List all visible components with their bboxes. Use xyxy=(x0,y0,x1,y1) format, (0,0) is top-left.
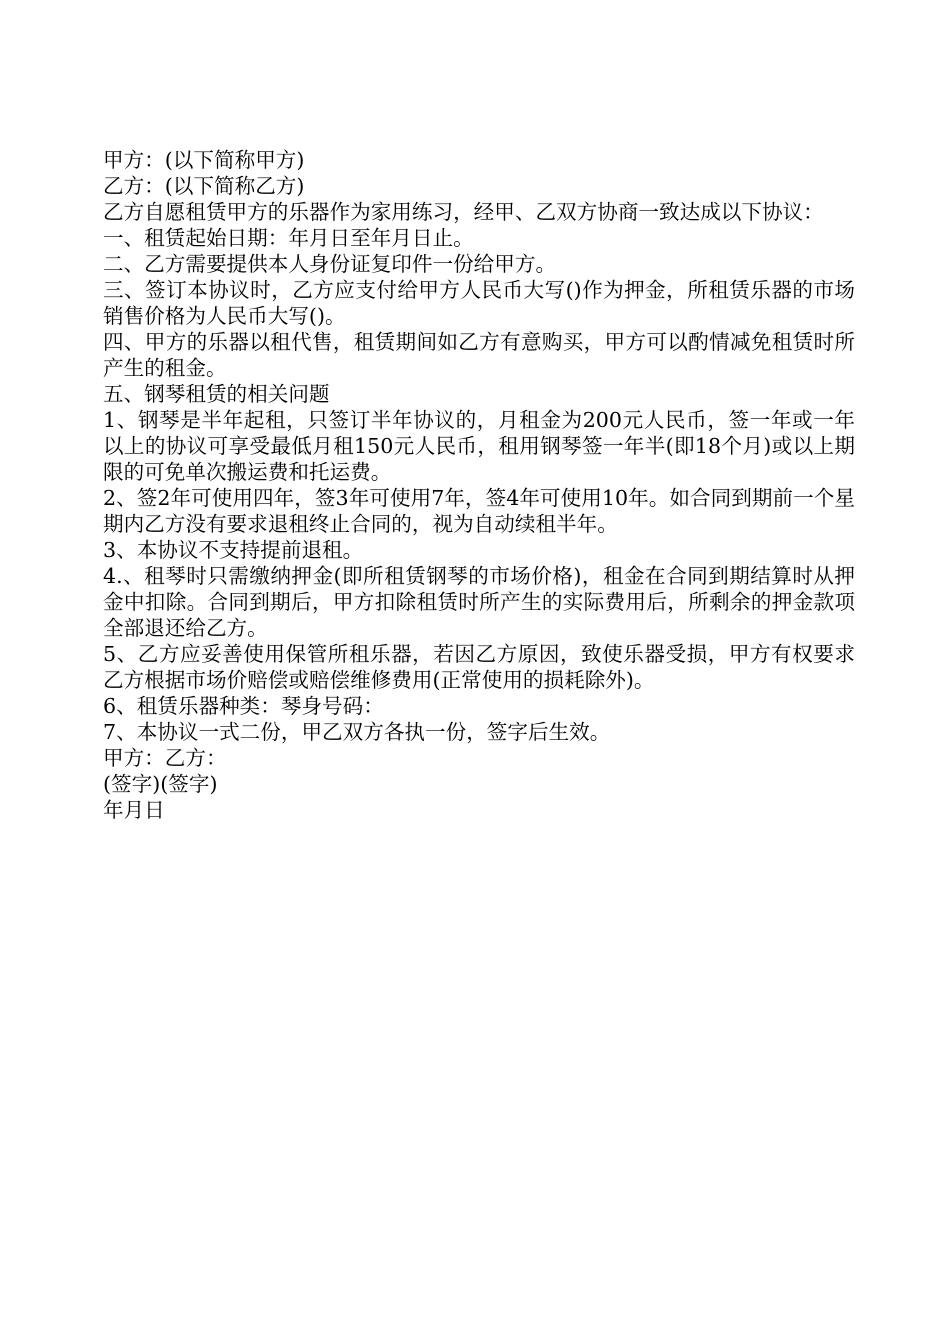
subclause-1: 1、钢琴是半年起租，只签订半年协议的，月租金为200元人民币，签一年或一年以上的协议可享受最低月租150元人民币，租用钢琴签一年半(即18个月)或以上期限的可免单次搬运费和托运费。 xyxy=(103,408,855,484)
document-body xyxy=(103,147,855,823)
signature-labels: (签字)(签字) xyxy=(103,772,218,796)
party-b-line: 乙方：(以下简称乙方) xyxy=(103,174,305,198)
subclause-5: 5、乙方应妥善使用保管所租乐器，若因乙方原因，致使乐器受损，甲方有权要求乙方根据市场价赔偿或赔偿维修费用(正常使用的损耗除外)。 xyxy=(103,642,855,692)
clause-5-heading: 五、钢琴租赁的相关问题 xyxy=(103,382,330,406)
party-a-line: 甲方：(以下简称甲方) xyxy=(103,148,305,172)
intro-paragraph: 乙方自愿租赁甲方的乐器作为家用练习，经甲、乙双方协商一致达成以下协议： xyxy=(103,200,824,224)
clause-4: 四、甲方的乐器以租代售，租赁期间如乙方有意购买，甲方可以酌情减免租赁时所产生的租金。 xyxy=(103,330,855,380)
clause-3: 三、签订本协议时，乙方应支付给甲方人民币大写()作为押金，所租赁乐器的市场销售价格为人民币大写()。 xyxy=(103,278,855,328)
subclause-2: 2、签2年可使用四年，签3年可使用7年，签4年可使用10年。如合同到期前一个星期内乙方没有要求退租终止合同的，视为自动续租半年。 xyxy=(103,486,855,536)
subclause-3: 3、本协议不支持提前退租。 xyxy=(103,538,364,562)
signature-parties: 甲方：乙方： xyxy=(103,746,227,770)
signature-date: 年月日 xyxy=(103,798,165,822)
clause-1: 一、租赁起始日期：年月日至年月日止。 xyxy=(103,226,474,250)
clause-2: 二、乙方需要提供本人身份证复印件一份给甲方。 xyxy=(103,252,557,276)
subclause-4: 4.、租琴时只需缴纳押金(即所租赁钢琴的市场价格)，租金在合同到期结算时从押金中扣除。合同到期后，甲方扣除租赁时所产生的实际费用后，所剩余的押金款项全部退还给乙方。 xyxy=(103,564,855,640)
subclause-6: 6、租赁乐器种类：琴身号码： xyxy=(103,694,384,718)
subclause-7: 7、本协议一式二份，甲乙双方各执一份，签字后生效。 xyxy=(103,720,611,744)
